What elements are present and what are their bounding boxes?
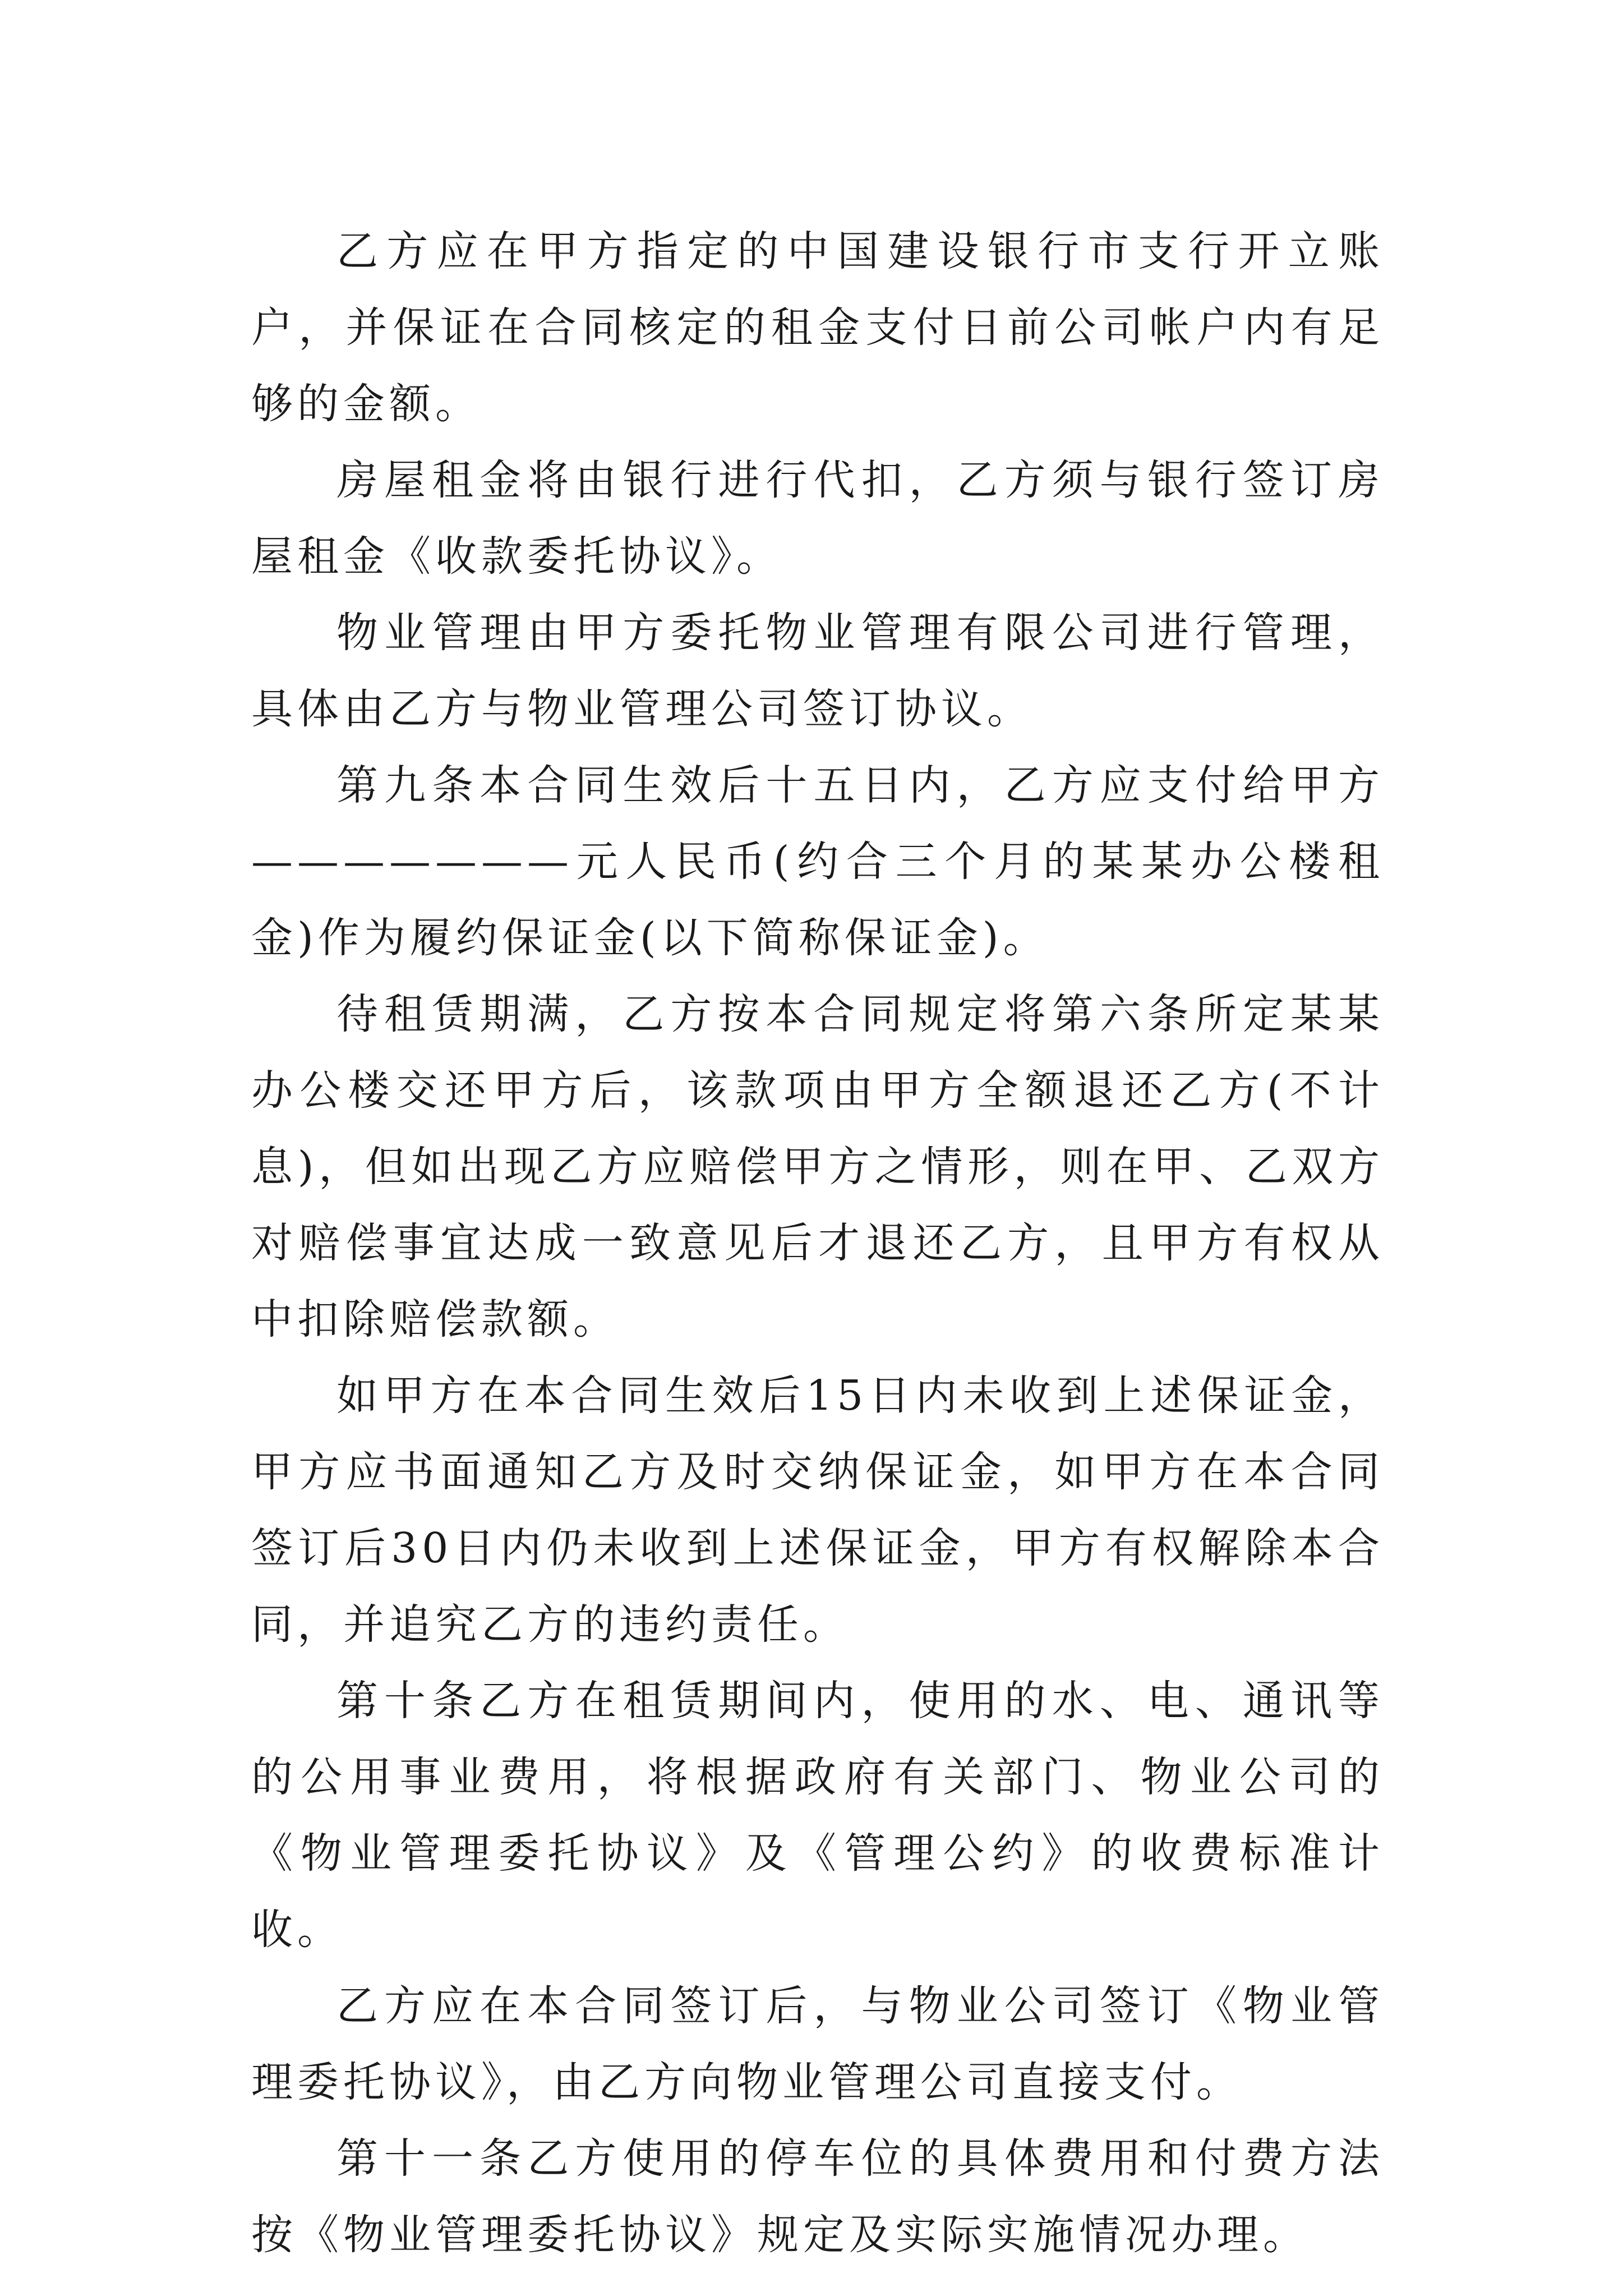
paragraph-rent-deduction: 房屋租金将由银行进行代扣，乙方须与银行签订房屋租金《收款委托协议》。 xyxy=(251,456,1384,581)
paragraph-management-agreement: 乙方应在本合同签订后，与物业公司签订《物业管理委托协议》，由乙方向物业管理公司直接支付。 xyxy=(251,1982,1384,2106)
paragraph-deposit-refund: 待租赁期满，乙方按本合同规定将第六条所定某某办公楼交还甲方后，该款项由甲方全额退还乙方(不计息)，但如出现乙方应赔偿甲方之情形，则在甲、乙双方对赔偿事宜达成一致意见后才退还乙方，且甲方有权从中扣除赔偿款额。 xyxy=(251,990,1384,1343)
paragraph-property-management: 物业管理由甲方委托物业管理有限公司进行管理，具体由乙方与物业管理公司签订协议。 xyxy=(251,609,1384,733)
paragraph-article-10: 第十条乙方在租赁期间内，使用的水、电、通讯等的公用事业费用，将根据政府有关部门、物业公司的《物业管理委托协议》及《管理公约》的收费标准计收。 xyxy=(251,1677,1384,1954)
paragraph-bank-account: 乙方应在甲方指定的中国建设银行市支行开立账户，并保证在合同核定的租金支付日前公司帐户内有足够的金额。 xyxy=(251,227,1384,428)
document-body xyxy=(251,213,1384,2273)
paragraph-deposit-notice: 如甲方在本合同生效后15日内未收到上述保证金，甲方应书面通知乙方及时交纳保证金，如甲方在本合同签订后30日内仍未收到上述保证金，甲方有权解除本合同，并追究乙方的违约责任。 xyxy=(251,1372,1384,1649)
paragraph-article-11: 第十一条乙方使用的停车位的具体费用和付费方法按《物业管理委托协议》规定及实际实施情况办理。 xyxy=(251,2134,1384,2259)
paragraph-article-9: 第九条本合同生效后十五日内，乙方应支付给甲方———————元人民币(约合三个月的某某办公楼租金)作为履约保证金(以下简称保证金)。 xyxy=(251,761,1384,962)
